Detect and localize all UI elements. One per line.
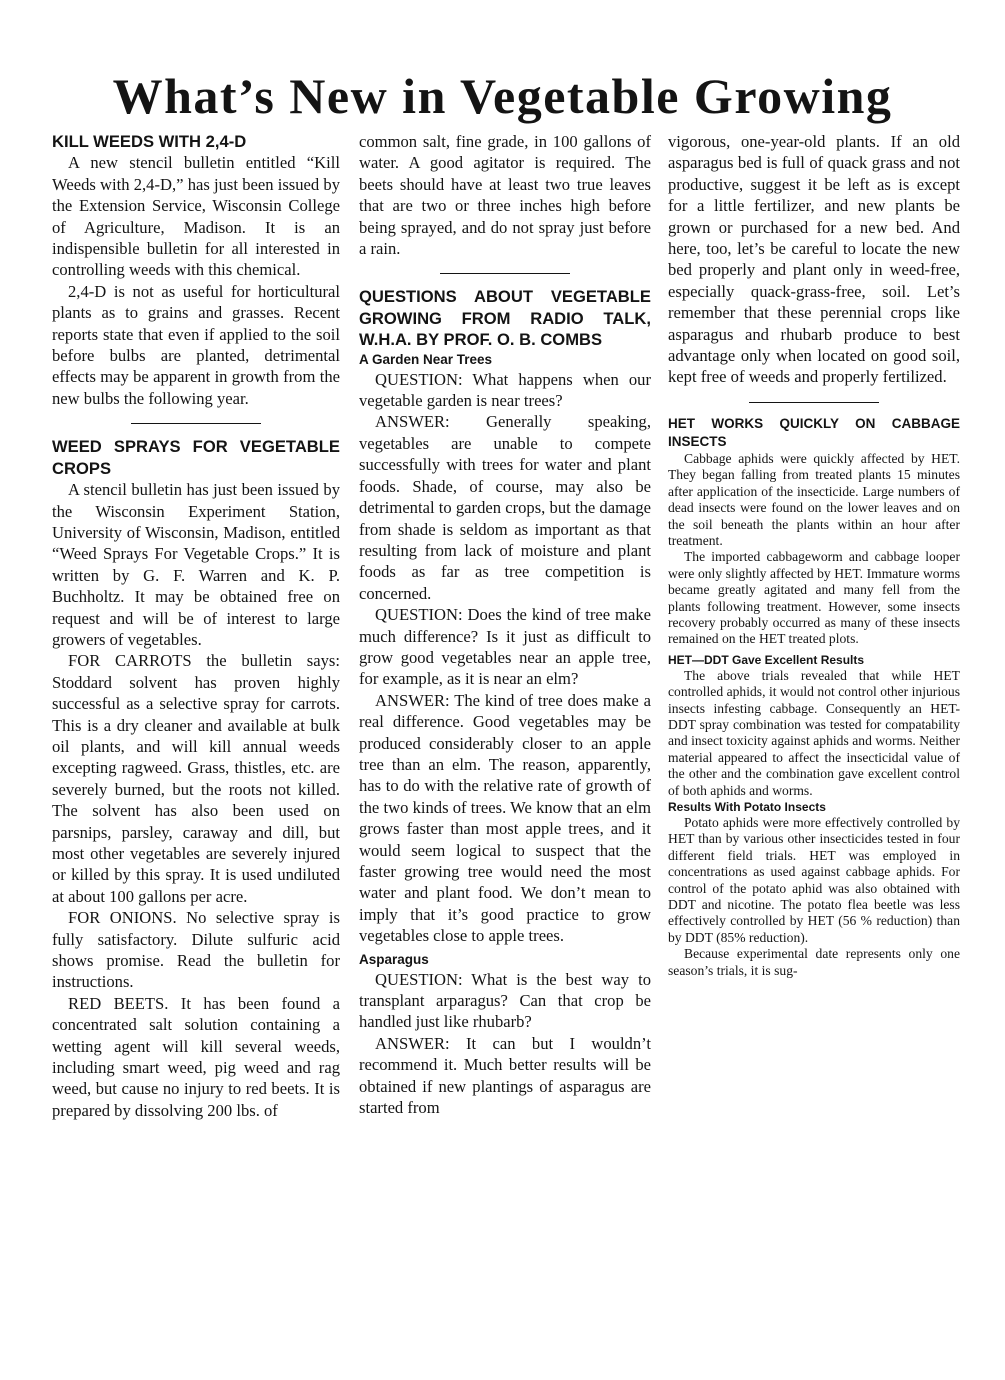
paragraph: Because experimental date represents only one season’s trials, it is sug- — [668, 946, 960, 978]
paragraph: 2,4-D is not as useful for horticultural plants as to grains and grasses. Recent reports state that even if applied to the soil before bulbs are planted, detrimental effects may be apparent in growth from the new bulbs the following year. — [52, 281, 340, 408]
page-title: What’s New in Vegetable Growing — [112, 68, 893, 124]
paragraph: ANSWER: It can but I wouldn’t recommend it. Much better results will be obtained if new plantings of asparagus are started from — [359, 1033, 651, 1118]
column-2 — [359, 131, 651, 1118]
paragraph: QUESTION: Does the kind of tree make much difference? Is it just as difficult to grow good vegetables near an apple tree, for example, as it is near an elm? — [359, 605, 651, 689]
paragraph: common salt, fine grade, in 100 gallons of water. A good agitator is required. The beets should have at least two true leaves that are two or three inches high before being sprayed, and do not spray just before a rain. — [359, 132, 651, 259]
column-1 — [52, 131, 340, 1121]
paragraph: Cabbage aphids were quickly affected by HET. They began falling from treated plants 15 minutes after application of the insecticide. Large numbers of dead insects were found on the lower leaves and on the soil beneath the plants within an hour after treatment. — [668, 450, 960, 548]
paragraph: FOR CARROTS the bulletin says: Stoddard solvent has proven highly successful as a selective spray for carrots. This is a dry cleaner and available at bulk oil plants, and will kill annual weeds excepting ragweed. Grass, thistles, etc. are severely burned, but the roots not killed. The solvent has also been used on parsnips, parsley, caraway and dill, but most other vegetables are severely injured or killed by this spray. It is used undiluted at about 100 gallons per acre. — [52, 651, 340, 906]
paragraph: QUESTION: What is the best way to transplant arparagus? Can that crop be handled just like rhubarb? — [359, 969, 651, 1032]
subheading-garden-near-trees: A Garden Near Trees — [359, 351, 493, 367]
paragraph: vigorous, one-year-old plants. If an old asparagus bed is full of quack grass and not productive, suggest it be left as is except for a little fertilizer, and new plants be grown or purchased for a new bed. And here, too, let’s be careful to locate the new bed properly and plant only in weed-free, especially quack-grass-free, soil. Let’s remember that these perennial crops like asparagus and rhubarb produce to best advantage only when located on good soil, kept free of weeds and properly fertilized. — [668, 132, 960, 387]
divider — [440, 273, 570, 274]
paragraph: FOR ONIONS. No selective spray is fully satisfactory. Dilute sulfuric acid shows promise. Read the bulletin for instructions. — [52, 908, 340, 992]
paragraph: RED BEETS. It has been found a concentrated salt solution containing a wetting agent will kill several weeds, including smart weed, pig weed and rag weed, but cause no injury to red beets. It is prepared by dissolving 200 lbs. of — [52, 993, 340, 1120]
paragraph: ANSWER: The kind of tree does make a real difference. Good vegetables may be produced considerably closer to an apple tree than an elm. The reason, apparently, has to do with the relative rate of growth of the two kinds of trees. We know that an elm grows faster than most apple trees, and it would seem logical to suspect that the faster growing tree would need the most water and plant food. We don’t mean to imply that it’s good practice to grow vegetables close to apple trees. — [359, 690, 651, 946]
paragraph: A new stencil bulletin entitled “Kill Weeds with 2,4-D,” has just been issued by the Extension Service, Wisconsin College of Agriculture, Madison. It is an indispensible bulletin for all interested in controlling weeds with this chemical. — [52, 153, 340, 280]
paragraph: Potato aphids were more effectively controlled by HET than by various other insecticides tested in four different field trials. HET was employed in concentrations as used against cabbage aphids. For control of the potato aphid was also obtained with DDT and nicotine. The potato flea beetle was less effectively controlled by HET (56 % reduction) than by DDT (85% reduction). — [668, 815, 960, 945]
heading-questions: QUESTIONS ABOUT VEGETABLE GROWING FROM RADIO TALK, W.H.A. BY PROF. O. B. COMBS — [359, 287, 651, 350]
subheading-asparagus: Asparagus — [359, 951, 429, 967]
heading-kill-weeds: KILL WEEDS WITH 2,4-D — [52, 132, 247, 151]
heading-het-works: HET WORKS QUICKLY ON CABBAGE INSECTS — [668, 415, 960, 449]
paragraph: The imported cabbageworm and cabbage looper were only slightly affected by HET. Immature worms became greatly agitated and many fell from the plants following treatment. However, some insects recovery probably occurred as many of these insects remained on the HET treated plots. — [668, 549, 960, 647]
paragraph: ANSWER: Generally speaking, vegetables are unable to compete successfully with trees for water and plant foods. Shade, of course, may also be detrimental to garden crops, but the damage from shade is seldom as important as that resulting from lack of moisture and plant foods as far as tree competition is concerned. — [359, 412, 651, 603]
paragraph: The above trials revealed that while HET controlled aphids, it would not control other injurious insects infesting cabbage. Consequently an HET-DDT spray combination was tested for compatability and insect toxicity against aphids and worms. Neither material appeared to affect the insecticidal value of the other and the combination gave excellent control of both aphids and worms. — [668, 667, 960, 798]
paragraph: A stencil bulletin has just been issued by the Wisconsin Experiment Station, University of Wisconsin, Madison, entitled “Weed Sprays For Vegetable Crops.” It is written by G. F. Warren and K. P. Buchholtz. It may be obtained free on request and will be of interest to large growers of vegetables. — [52, 480, 340, 649]
heading-weed-sprays: WEED SPRAYS FOR VEGETABLE CROPS — [52, 437, 340, 478]
divider — [749, 402, 879, 403]
column-3 — [668, 131, 960, 979]
subheading-potato-insects: Results With Potato Insects — [668, 800, 826, 814]
paragraph: QUESTION: What happens when our vegetable garden is near trees? — [359, 369, 651, 411]
divider — [131, 423, 261, 424]
subheading-het-ddt: HET—DDT Gave Excellent Results — [668, 652, 865, 667]
